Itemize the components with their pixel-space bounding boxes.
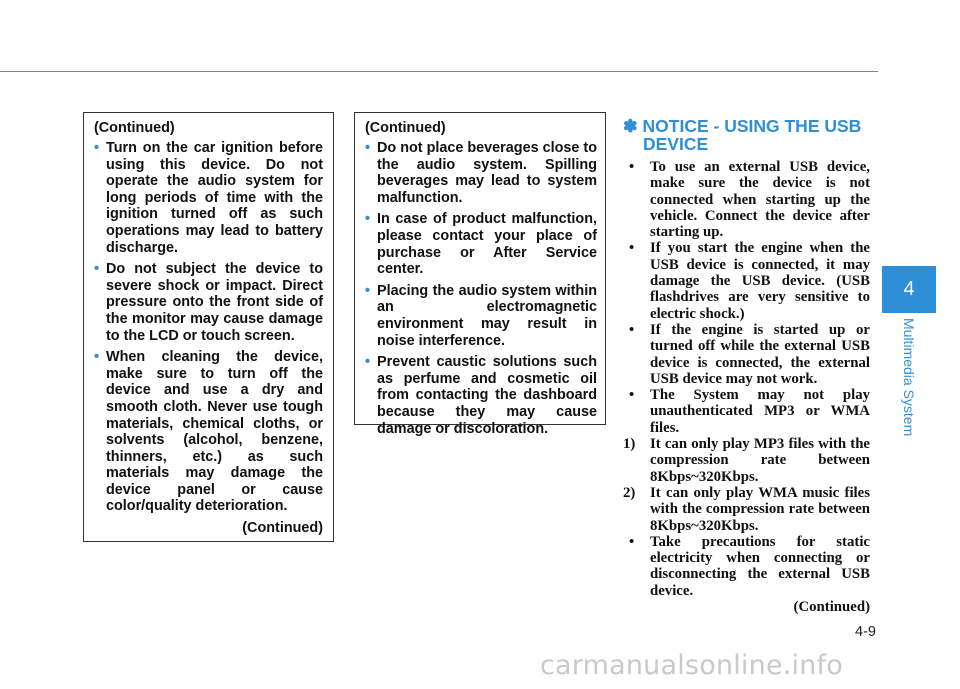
notice-text: It can only play MP3 files with the compression rate between 8Kbps~320Kbps. bbox=[650, 436, 870, 485]
bullet-icon: • bbox=[365, 354, 371, 371]
bullet-icon: • bbox=[365, 140, 371, 156]
chapter-number-tab: 4 bbox=[882, 266, 936, 313]
item-number: 1) bbox=[623, 436, 636, 453]
notice-item-numbered bbox=[623, 436, 870, 485]
header-rule bbox=[0, 71, 878, 72]
chapter-name: Multimedia System bbox=[901, 318, 917, 437]
caution-text: In case of product malfunction, please contact your place of purchase or After Service center. bbox=[377, 211, 597, 278]
caution-text: Prevent caustic solutions such as perfume and cosmetic oil from contacting the dashboard because they may cause damage or discoloration. bbox=[377, 354, 597, 437]
notice-section bbox=[623, 117, 870, 616]
notice-item bbox=[623, 534, 870, 599]
notice-text: If the engine is started up or turned off while the external USB device is connected, the external USB device may not work. bbox=[650, 321, 870, 387]
notice-item bbox=[623, 240, 870, 321]
notice-title bbox=[623, 117, 870, 153]
notice-text: The System may not play unauthenticated MP3 or WMA files. bbox=[650, 387, 870, 436]
caution-list-2 bbox=[365, 140, 597, 437]
bullet-icon: • bbox=[94, 349, 100, 366]
bullet-icon: • bbox=[629, 533, 635, 550]
notice-text: It can only play WMA music files with the compression rate between 8Kbps~320Kbps. bbox=[650, 484, 870, 534]
caution-text: When cleaning the device, make sure to turn off the device and use a dry and smooth cloth. Never use tough materials, chemical cloths, or solvents (alcohol, benzene, thinners, etc.) as such materials may damage the device panel or cause color/quality deterioration. bbox=[106, 349, 323, 515]
bullet-icon: • bbox=[94, 261, 100, 278]
caution-list-1 bbox=[94, 140, 323, 515]
caution-item bbox=[365, 140, 597, 206]
caution-text: Placing the audio system within an electromagnetic environment may result in noise interference. bbox=[377, 282, 597, 349]
notice-text: Take precautions for static electricity when connecting or disconnecting the external USB device. bbox=[650, 533, 870, 599]
caution-item bbox=[365, 283, 597, 349]
notice-item bbox=[623, 159, 870, 240]
continued-label-top: (Continued) bbox=[365, 120, 446, 136]
bullet-icon: • bbox=[94, 140, 100, 156]
caution-item bbox=[365, 354, 597, 437]
caution-text: Do not subject the device to severe shock or impact. Direct pressure onto the front side of the monitor may cause damage to the LCD or touch screen. bbox=[106, 261, 323, 344]
notice-item bbox=[623, 387, 870, 436]
caution-text: Do not place beverages close to the audio system. Spilling beverages may lead to system malfunction. bbox=[377, 140, 597, 206]
caution-item bbox=[365, 211, 597, 277]
watermark: carmanualsonline.info bbox=[540, 650, 843, 681]
bullet-icon: • bbox=[629, 240, 635, 257]
notice-text: To use an external USB device, make sure the device is not connected when starting up the vehicle. Connect the device after starting up. bbox=[650, 159, 870, 241]
bullet-icon: • bbox=[629, 159, 635, 175]
caution-item bbox=[94, 140, 323, 256]
bullet-icon: • bbox=[629, 321, 635, 338]
continued-label-top: (Continued) bbox=[94, 120, 175, 136]
caution-box-continued-1 bbox=[83, 112, 334, 542]
continued-label-bottom: (Continued) bbox=[242, 520, 323, 537]
bullet-icon: • bbox=[365, 282, 371, 299]
caution-item bbox=[94, 261, 323, 344]
notice-item-numbered bbox=[623, 485, 870, 534]
notice-asterisk-icon: ✽ bbox=[623, 116, 638, 136]
caution-box-continued-2 bbox=[354, 112, 606, 437]
notice-list bbox=[623, 159, 870, 599]
continued-label-bottom: (Continued) bbox=[793, 599, 870, 616]
caution-text: Turn on the car ignition before using this device. Do not operate the audio system for long periods of time with the ignition turned off as such operations may lead to battery discharge. bbox=[106, 140, 323, 256]
bullet-icon: • bbox=[629, 387, 635, 404]
page-number: 4-9 bbox=[855, 624, 876, 640]
caution-item bbox=[94, 349, 323, 515]
item-number: 2) bbox=[623, 484, 636, 501]
bullet-icon: • bbox=[365, 211, 371, 228]
notice-text: If you start the engine when the USB device is connected, it may damage the USB device. (USB flashdrives are very sensitive to electric shock.) bbox=[650, 240, 870, 322]
notice-item bbox=[623, 322, 870, 387]
notice-title-text: NOTICE - USING THE USB DEVICE bbox=[642, 116, 862, 154]
